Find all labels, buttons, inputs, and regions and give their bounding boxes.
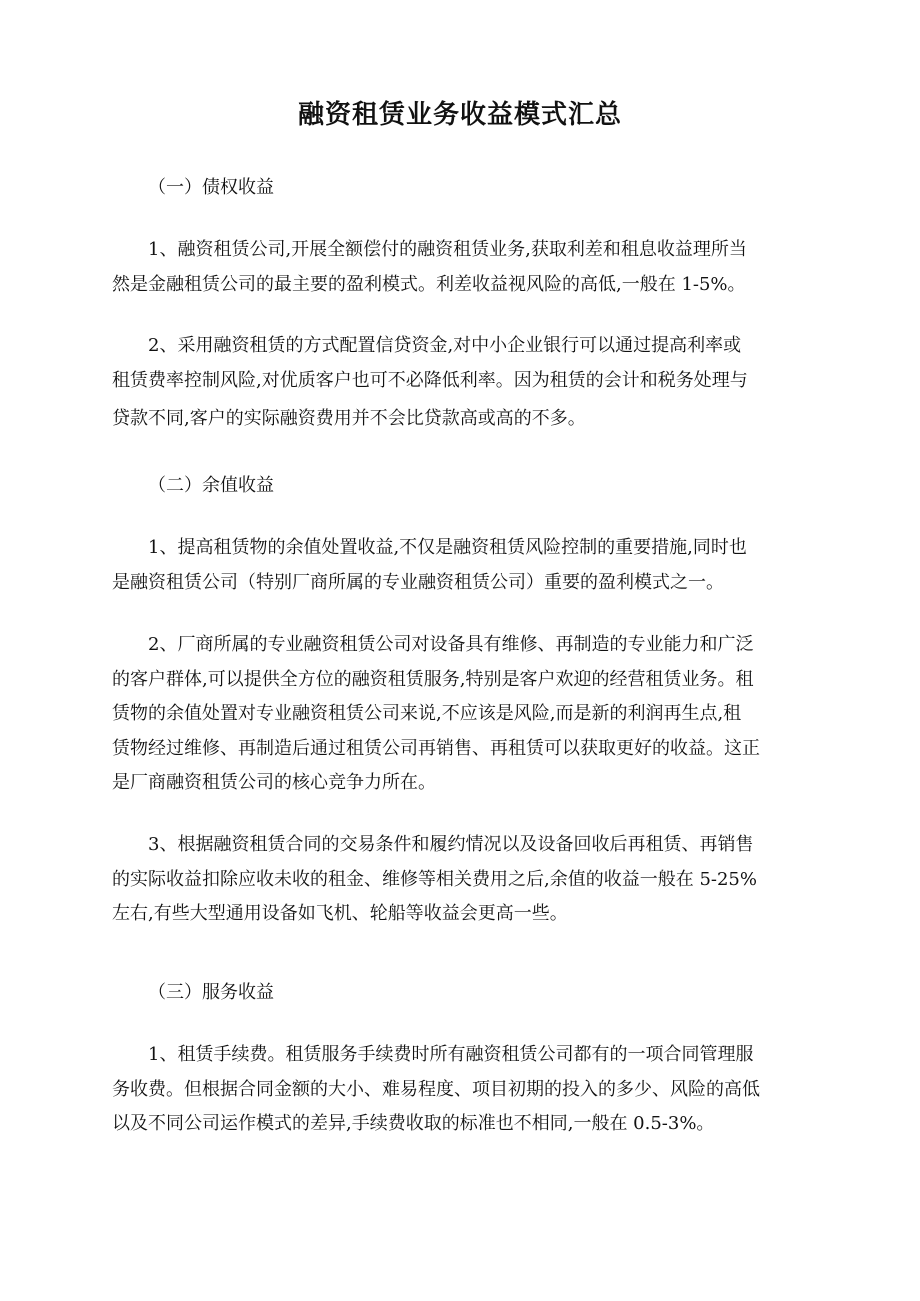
paragraph <box>112 233 812 302</box>
paragraph <box>112 329 812 437</box>
text-line: 2、厂商所属的专业融资租赁公司对设备具有维修、再制造的专业能力和广泛 <box>148 634 754 655</box>
text-line: 2、采用融资租赁的方式配置信贷资金,对中小企业银行可以通过提高利率或 <box>148 335 742 356</box>
text-line: 务收费。但根据合同金额的大小、难易程度、项目初期的投入的多少、风险的高低 <box>112 1078 760 1100</box>
text-line: 1、提高租赁物的余值处置收益,不仅是融资租赁风险控制的重要措施,同时也 <box>148 537 747 558</box>
section-heading: （三）服务收益 <box>148 982 274 1003</box>
text-line: 的客户群体,可以提供全方位的融资租赁服务,特别是客户欢迎的经营租赁业务。租 <box>112 668 754 690</box>
paragraph <box>112 1038 812 1142</box>
text-line: 赁物经过维修、再制造后通过租赁公司再销售、再租赁可以获取更好的收益。这正 <box>112 737 760 759</box>
paragraph <box>112 828 812 932</box>
text-line: 赁物的余值处置对专业融资租赁公司来说,不应该是风险,而是新的利润再生点,租 <box>112 703 742 724</box>
text-line: 贷款不同,客户的实际融资费用并不会比贷款高或高的不多。 <box>112 408 586 429</box>
text-line: 是融资租赁公司（特别厂商所属的专业融资租赁公司）重要的盈利模式之一。 <box>112 571 724 593</box>
text-line: 1、融资租赁公司,开展全额偿付的融资租赁业务,获取利差和租息收益理所当 <box>148 239 747 260</box>
text-line: 以及不同公司运作模式的差异,手续费收取的标准也不相同,一般在 0.5-3%。 <box>112 1113 715 1134</box>
text-line: 然是金融租赁公司的最主要的盈利模式。利差收益视风险的高低,一般在 1-5%。 <box>112 273 746 295</box>
text-line: 3、根据融资租赁合同的交易条件和履约情况以及设备回收后再租赁、再销售 <box>148 834 754 855</box>
text-line: 左右,有些大型通用设备如飞机、轮船等收益会更高一些。 <box>112 903 568 924</box>
text-line: 的实际收益扣除应收未收的租金、维修等相关费用之后,余值的收益一般在 5-25% <box>112 868 757 890</box>
section-heading: （二）余值收益 <box>148 475 274 496</box>
section-heading: （一）债权收益 <box>148 177 274 198</box>
document-title: 融资租赁业务收益模式汇总 <box>297 100 622 130</box>
text-line: 租赁费率控制风险,对优质客户也可不必降低利率。因为租赁的会计和税务处理与 <box>112 369 748 391</box>
text-line: 是厂商融资租赁公司的核心竞争力所在。 <box>112 772 436 793</box>
paragraph <box>112 628 812 801</box>
text-line: 1、租赁手续费。租赁服务手续费时所有融资租赁公司都有的一项合同管理服 <box>148 1044 754 1065</box>
paragraph <box>112 531 812 600</box>
